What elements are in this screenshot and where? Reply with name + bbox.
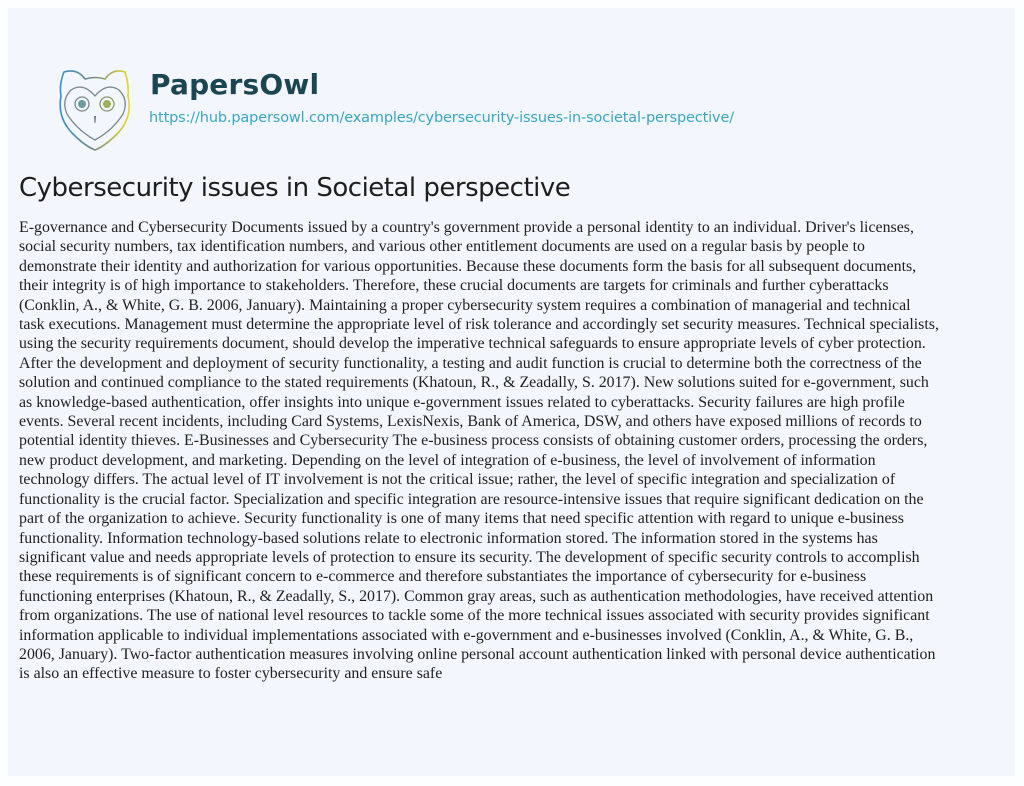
body-line: potential identity thieves. E-Businesses and Cybersecurity The e-business process consists of obtaining customer orders, processing the orders, [19, 432, 928, 450]
body-line: social security numbers, tax identification numbers, and various other entitlement documents are used on a regular basis by people to [19, 238, 865, 256]
body-line: functionality. Information technology-based solutions relate to electronic information stored. The information stored in the systems has [19, 529, 878, 547]
body-line: demonstrate their identity and authorization for various opportunities. Because these documents form the basis for all subsequent documents, [19, 257, 917, 275]
brand-name: PapersOwl [150, 68, 320, 101]
body-line: part of the organization to achieve. Security functionality is one of many items that need specific attention with regard to unique e-business [19, 510, 904, 528]
body-line: these requirements is of significant concern to e-commerce and therefore substantiates the importance of cybersecurity for e-business [19, 568, 867, 586]
body-line: task executions. Management must determine the appropriate level of risk tolerance and accordingly set security measures. Technical specialists, [19, 316, 939, 334]
body-line: events. Several recent incidents, including Card Systems, LexisNexis, Bank of America, DSW, and others have exposed millions of records to [19, 413, 922, 431]
brand-header [47, 66, 734, 162]
essay-body [19, 218, 1009, 684]
body-line: from organizations. The use of national level resources to tackle some of the more technical issues associated with security provides significant [19, 607, 930, 625]
body-line: is also an effective measure to foster cybersecurity and ensure safe [19, 665, 443, 683]
body-line: using the security requirements document, should develop the imperative technical safeguards to ensure appropriate levels of cyber protection. [19, 335, 926, 353]
owl-logo-icon [47, 66, 142, 161]
page-title: Cybersecurity issues in Societal perspective [19, 173, 571, 203]
source-url-link[interactable]: https://hub.papersowl.com/examples/cybersecurity-issues-in-societal-perspective/ [149, 110, 734, 126]
body-line: their integrity is of high importance to stakeholders. Therefore, these crucial documents are targets for criminals and further cyberattacks [19, 277, 889, 295]
body-line: technology differs. The actual level of IT involvement is not the critical issue; rather, the level of specific integration and specialization of [19, 471, 896, 489]
body-line: functionality is the crucial factor. Specialization and specific integration are resource-intensive issues that require significant dedication on the [19, 490, 924, 508]
body-line: new product development, and marketing. Depending on the level of integration of e-business, the level of involvement of information [19, 451, 876, 469]
body-line: information applicable to individual implementations associated with e-government and e-businesses involved (Conklin, A., & White, G. B., [19, 626, 914, 644]
body-line: After the development and deployment of security functionality, a testing and audit function is crucial to determine both the correctness of the [19, 354, 922, 372]
body-line: (Conklin, A., & White, G. B. 2006, January). Maintaining a proper cybersecurity system requires a combination of managerial and technical [19, 296, 911, 314]
body-line: functioning enterprises (Khatoun, R., & Zeadally, S., 2017). Common gray areas, such as authentication methodologies, have received attention [19, 587, 934, 605]
body-line: as knowledge-based authentication, offer insights into unique e-government issues related to cyberattacks. Security failures are high profile [19, 393, 905, 411]
body-line: solution and continued compliance to the stated requirements (Khatoun, R., & Zeadally, S. 2017). New solutions suited for e-government, such [19, 374, 929, 392]
body-line: E-governance and Cybersecurity Documents issued by a country's government provide a personal identity to an individual. Driver's licenses, [19, 219, 914, 236]
body-line: significant value and needs appropriate levels of protection to ensure its security. The development of specific security controls to accomplish [19, 548, 920, 566]
body-line: 2006, January). Two-factor authentication measures involving online personal account authentication linked with personal device authentication [19, 645, 936, 663]
